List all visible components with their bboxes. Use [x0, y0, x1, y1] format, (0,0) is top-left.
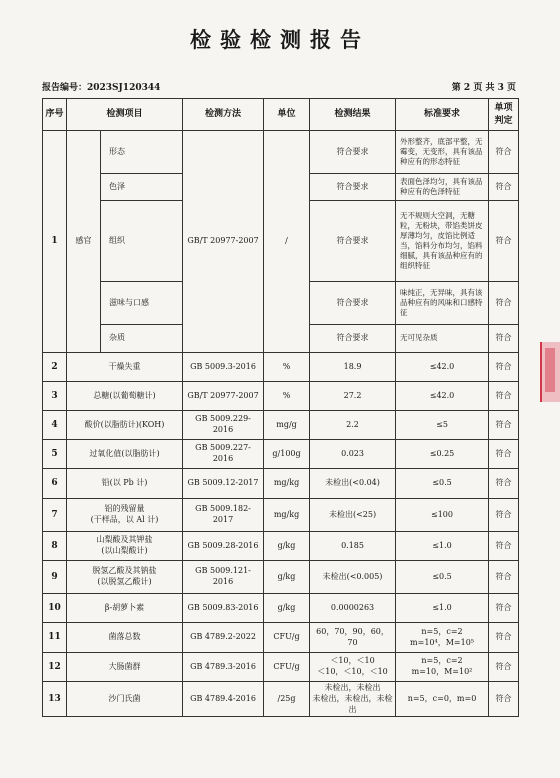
- row-no: 2: [43, 353, 67, 382]
- row-item: 大肠菌群: [67, 653, 183, 682]
- row-unit: /25g: [264, 682, 310, 717]
- row-no: 4: [43, 411, 67, 440]
- row-unit: %: [264, 382, 310, 411]
- table-row: [43, 469, 519, 499]
- row-item: 菌落总数: [67, 623, 183, 653]
- row-item: 脱氢乙酸及其钠盐 (以脱氢乙酸计): [67, 561, 183, 594]
- row-requirement: 无不规则大空洞，无糖粒，无粉块，带馅类饼皮厚薄均匀，皮馅比例适当，馅料分布均匀，馅料细腻，具有该品种应有的组织特征: [396, 201, 489, 282]
- row-item: 铅(以 Pb 计): [67, 469, 183, 499]
- row-subitem: 杂质: [101, 325, 183, 353]
- row-result: 未检出(<0.04): [310, 469, 396, 499]
- row-verdict: 符合: [489, 653, 519, 682]
- row-method: GB 4789.3-2016: [183, 653, 264, 682]
- table-row: [43, 623, 519, 653]
- row-requirement: ≤0.5: [396, 469, 489, 499]
- row-requirement: ≤100: [396, 499, 489, 532]
- row-unit: CFU/g: [264, 623, 310, 653]
- row-no: 7: [43, 499, 67, 532]
- row-no: 10: [43, 594, 67, 623]
- row-requirement: n=5，c=2 m=10，M=10²: [396, 653, 489, 682]
- row-unit: g/kg: [264, 532, 310, 561]
- row-item: β-胡萝卜素: [67, 594, 183, 623]
- row-item: 酸价(以脂肪计)(KOH): [67, 411, 183, 440]
- row-subitem: 色泽: [101, 174, 183, 201]
- row-result: 符合要求: [310, 201, 396, 282]
- row-requirement: ≤1.0: [396, 594, 489, 623]
- row-method: GB 5009.229-2016: [183, 411, 264, 440]
- row-requirement: ≤0.25: [396, 440, 489, 469]
- table-row: [43, 653, 519, 682]
- row-verdict: 符合: [489, 382, 519, 411]
- row-verdict: 符合: [489, 201, 519, 282]
- table-row: [43, 440, 519, 469]
- table-row: [43, 561, 519, 594]
- row-unit: g/kg: [264, 561, 310, 594]
- row-requirement: 外形整齐，底部平整，无霉变，无变形，具有该品种应有的形态特征: [396, 131, 489, 174]
- table-row: [43, 682, 519, 717]
- row-result: 0.023: [310, 440, 396, 469]
- row-item: 总糖(以葡萄糖计): [67, 382, 183, 411]
- row-requirement: n=5，c=0，m=0: [396, 682, 489, 717]
- row-item: 干燥失重: [67, 353, 183, 382]
- header-method: 检测方法: [183, 99, 264, 131]
- row-method: GB 5009.121-2016: [183, 561, 264, 594]
- row-no: 8: [43, 532, 67, 561]
- row-result: ＜10，＜10 ＜10，＜10，＜10: [310, 653, 396, 682]
- row-verdict: 符合: [489, 499, 519, 532]
- row-method: GB 5009.182-2017: [183, 499, 264, 532]
- row-method: GB 4789.2-2022: [183, 623, 264, 653]
- header-no: 序号: [43, 99, 67, 131]
- row-subitem: 形态: [101, 131, 183, 174]
- page-indicator: 第 2 页 共 3 页: [451, 83, 516, 93]
- row-verdict: 符合: [489, 411, 519, 440]
- row-verdict: 符合: [489, 174, 519, 201]
- row-unit: mg/kg: [264, 469, 310, 499]
- row-method: GB/T 20977-2007: [183, 382, 264, 411]
- row-verdict: 符合: [489, 594, 519, 623]
- row-no: 5: [43, 440, 67, 469]
- header-unit: 单位: [264, 99, 310, 131]
- row-result: 0.0000263: [310, 594, 396, 623]
- report-meta: [42, 80, 516, 94]
- header-result: 检测结果: [310, 99, 396, 131]
- row-requirement: ≤0.5: [396, 561, 489, 594]
- row-unit: g/kg: [264, 594, 310, 623]
- row-requirement: ≤42.0: [396, 382, 489, 411]
- row-result: 2.2: [310, 411, 396, 440]
- table-row: [43, 499, 519, 532]
- report-number: 报告编号：2023SJ120344: [42, 83, 161, 93]
- row-result: 18.9: [310, 353, 396, 382]
- row-verdict: 符合: [489, 353, 519, 382]
- row-result: 符合要求: [310, 282, 396, 325]
- row-unit: CFU/g: [264, 653, 310, 682]
- row-method: GB 5009.227-2016: [183, 440, 264, 469]
- row-requirement: ≤5: [396, 411, 489, 440]
- row-requirement: 无可见杂质: [396, 325, 489, 353]
- row-subitem: 滋味与口感: [101, 282, 183, 325]
- row-verdict: 符合: [489, 623, 519, 653]
- row-method: GB 5009.12-2017: [183, 469, 264, 499]
- row-unit: mg/kg: [264, 499, 310, 532]
- table-header-row: [43, 99, 519, 131]
- row-result: 27.2: [310, 382, 396, 411]
- row-verdict: 符合: [489, 440, 519, 469]
- table-row: [43, 131, 519, 174]
- row-result: 未检出，未检出 未检出，未检出，未检出: [310, 682, 396, 717]
- row-item: 沙门氏菌: [67, 682, 183, 717]
- row-unit: g/100g: [264, 440, 310, 469]
- row-requirement: ≤42.0: [396, 353, 489, 382]
- row-unit: mg/g: [264, 411, 310, 440]
- table-row: [43, 353, 519, 382]
- row-result: 符合要求: [310, 325, 396, 353]
- row-item: 山梨酸及其钾盐 (以山梨酸计): [67, 532, 183, 561]
- row-result: 未检出(<25): [310, 499, 396, 532]
- row-requirement: 味纯正，无异味，具有该品种应有的风味和口感特征: [396, 282, 489, 325]
- row-no: 3: [43, 382, 67, 411]
- row-verdict: 符合: [489, 532, 519, 561]
- report-title: 检验检测报告: [190, 27, 370, 52]
- row-method: GB 5009.28-2016: [183, 532, 264, 561]
- row-verdict: 符合: [489, 561, 519, 594]
- row-no: 11: [43, 623, 67, 653]
- header-verdict: 单项 判定: [489, 99, 519, 131]
- row-verdict: 符合: [489, 682, 519, 717]
- row-no: 12: [43, 653, 67, 682]
- table-row: [43, 594, 519, 623]
- row-requirement: 表面色泽均匀，具有该品种应有的色泽特征: [396, 174, 489, 201]
- table-row: [43, 411, 519, 440]
- seal-stamp: [540, 342, 560, 402]
- header-requirement: 标准要求: [396, 99, 489, 131]
- table-row: [43, 382, 519, 411]
- row-no: 1: [43, 131, 67, 353]
- row-no: 9: [43, 561, 67, 594]
- row-subitem: 组织: [101, 201, 183, 282]
- row-method: GB/T 20977-2007: [183, 131, 264, 353]
- row-method: GB 4789.4-2016: [183, 682, 264, 717]
- row-verdict: 符合: [489, 469, 519, 499]
- row-verdict: 符合: [489, 325, 519, 353]
- row-no: 6: [43, 469, 67, 499]
- row-verdict: 符合: [489, 282, 519, 325]
- row-requirement: n=5，c=2 m=10⁴，M=10⁵: [396, 623, 489, 653]
- table-row: [43, 532, 519, 561]
- inspection-table: [42, 98, 519, 717]
- row-result: 未检出(<0.005): [310, 561, 396, 594]
- row-result: 60，70，90，60，70: [310, 623, 396, 653]
- header-item: 检测项目: [67, 99, 183, 131]
- row-result: 符合要求: [310, 131, 396, 174]
- row-no: 13: [43, 682, 67, 717]
- row-unit: /: [264, 131, 310, 353]
- row-requirement: ≤1.0: [396, 532, 489, 561]
- row-method: GB 5009.83-2016: [183, 594, 264, 623]
- row-unit: %: [264, 353, 310, 382]
- row-item: 过氧化值(以脂肪计): [67, 440, 183, 469]
- row-verdict: 符合: [489, 131, 519, 174]
- row-method: GB 5009.3-2016: [183, 353, 264, 382]
- row-result: 符合要求: [310, 174, 396, 201]
- row-category: 感官: [67, 131, 101, 353]
- row-item: 铝的残留量 (干样品，以 Al 计): [67, 499, 183, 532]
- row-result: 0.185: [310, 532, 396, 561]
